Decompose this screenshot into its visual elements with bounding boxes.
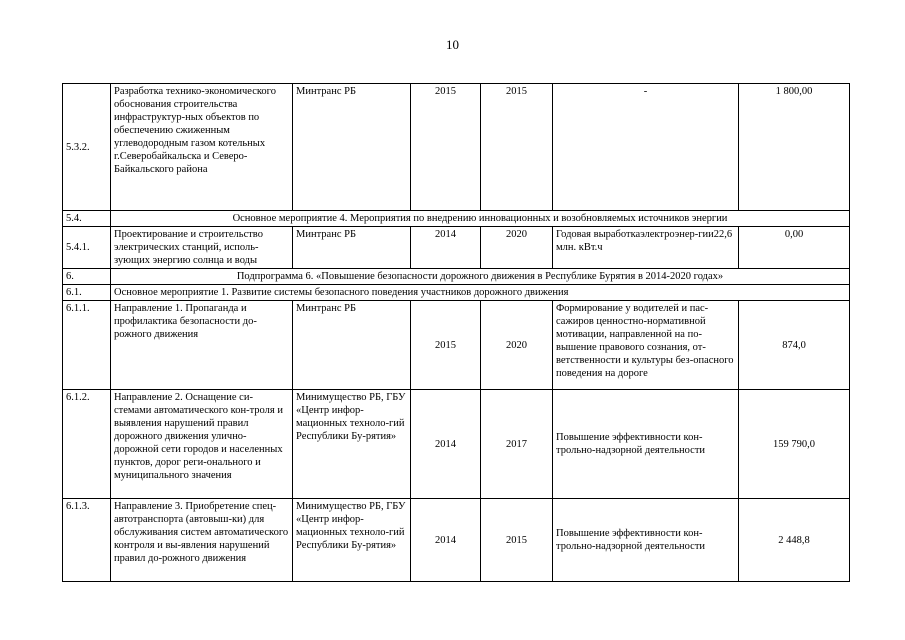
indicator: Формирование у водителей и пас-сажиров ценностно-нормативной мотивации, направленной на по-вышение правового сознания, от-ветственности и культуры без-опасного поведения на дороге xyxy=(553,301,739,390)
table-row xyxy=(63,285,850,301)
row-number: 5.4. xyxy=(63,211,111,227)
indicator: - xyxy=(553,84,739,211)
row-number: 6.1.1. xyxy=(63,301,111,390)
amount: 2 448,8 xyxy=(739,499,850,582)
executor: Минтранс РБ xyxy=(293,301,411,390)
executor: Минтранс РБ xyxy=(293,84,411,211)
start-year: 2014 xyxy=(411,499,481,582)
page-number: 10 xyxy=(446,37,459,52)
executor: Минтранс РБ xyxy=(293,227,411,269)
table-row xyxy=(63,227,850,269)
row-number: 6.1.2. xyxy=(63,390,111,499)
table-row xyxy=(63,390,850,499)
section-heading: Основное мероприятие 4. Мероприятия по внедрению инновационных и возобновляемых источников энергии xyxy=(111,211,850,227)
start-year: 2015 xyxy=(411,301,481,390)
start-year: 2014 xyxy=(411,227,481,269)
end-year: 2020 xyxy=(481,227,553,269)
indicator: Повышение эффективности кон-трольно-надзорной деятельности xyxy=(553,499,739,582)
start-year: 2015 xyxy=(411,84,481,211)
measure-name: Разработка технико-экономического обоснования строительства инфраструктур-ных объектов по обеспечению сжиженным углеводородным газом котельных г.Северобайкальска и Северо-Байкальского района xyxy=(111,84,293,211)
end-year: 2020 xyxy=(481,301,553,390)
table-row xyxy=(63,499,850,582)
row-number: 6. xyxy=(63,269,111,285)
table-row xyxy=(63,269,850,285)
measure-name: Направление 1. Пропаганда и профилактика безопасности до-рожного движения xyxy=(111,301,293,390)
end-year: 2015 xyxy=(481,499,553,582)
measure-name: Направление 3. Приобретение спец-автотранспорта (автовыш-ки) для обслуживания систем автоматического контроля и вы-явления нарушений правил до-рожного движения xyxy=(111,499,293,582)
measure-name: Направление 2. Оснащение си-стемами автоматического кон-троля и выявления нарушений правил дорожного движения улично-дорожной сети городов и населенных пунктов, дорог реги-онального и муниципального значения xyxy=(111,390,293,499)
indicator: Повышение эффективности кон-трольно-надзорной деятельности xyxy=(553,390,739,499)
end-year: 2015 xyxy=(481,84,553,211)
executor: Минимущество РБ, ГБУ «Центр инфор-мационных техноло-гий Республики Бу-рятия» xyxy=(293,390,411,499)
row-number: 5.3.2. xyxy=(63,84,111,211)
row-number: 6.1.3. xyxy=(63,499,111,582)
section-heading: Основное мероприятие 1. Развитие системы безопасного поведения участников дорожного движения xyxy=(111,285,850,301)
end-year: 2017 xyxy=(481,390,553,499)
indicator: Годовая выработкаэлектроэнер-гии22,6 млн. кВт.ч xyxy=(553,227,739,269)
amount: 1 800,00 xyxy=(739,84,850,211)
start-year: 2014 xyxy=(411,390,481,499)
table-row xyxy=(63,84,850,211)
measure-name: Проектирование и строительство электрических станций, исполь-зующих энергию солнца и воды xyxy=(111,227,293,269)
executor: Минимущество РБ, ГБУ «Центр инфор-мационных техноло-гий Республики Бу-рятия» xyxy=(293,499,411,582)
amount: 159 790,0 xyxy=(739,390,850,499)
section-heading: Подпрограмма 6. «Повышение безопасности дорожного движения в Республике Бурятия в 2014-2020 годах» xyxy=(111,269,850,285)
amount: 874,0 xyxy=(739,301,850,390)
row-number: 6.1. xyxy=(63,285,111,301)
row-number: 5.4.1. xyxy=(63,227,111,269)
program-table xyxy=(62,83,850,582)
table-row xyxy=(63,301,850,390)
table-row xyxy=(63,211,850,227)
amount: 0,00 xyxy=(739,227,850,269)
